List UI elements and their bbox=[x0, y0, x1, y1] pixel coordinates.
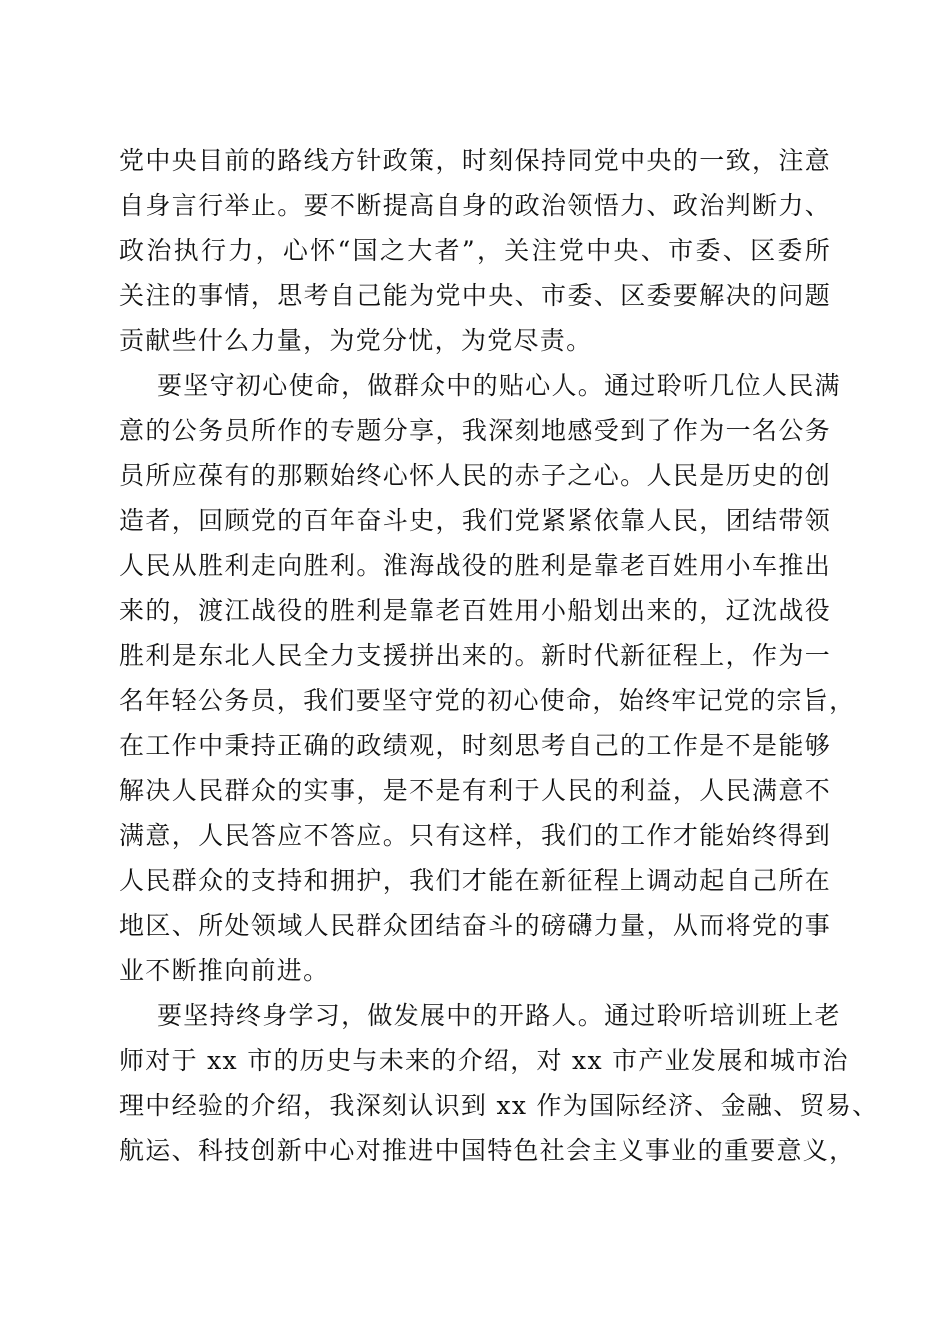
text-line: 意的公务员所作的专题分享，我深刻地感受到了作为一名公务 bbox=[119, 416, 831, 445]
text-line: 理中经验的介绍，我深刻认识到 xx 作为国际经济、金融、贸易、 bbox=[119, 1091, 879, 1120]
paragraph-first-line: 要坚守初心使命，做群众中的贴心人。通过聆听几位人民满 bbox=[157, 371, 841, 400]
text-line: 地区、所处领域人民群众团结奋斗的磅礴力量，从而将党的事 bbox=[119, 911, 831, 940]
text-line: 业不断推向前进。 bbox=[119, 956, 330, 985]
text-line: 航运、科技创新中心对推进中国特色社会主义事业的重要意义， bbox=[119, 1136, 856, 1165]
text-line: 自身言行举止。要不断提高自身的政治领悟力、政治判断力、 bbox=[119, 191, 831, 220]
text-line: 造者，回顾党的百年奋斗史，我们党紧紧依靠人民，团结带领 bbox=[119, 506, 831, 535]
text-line: 满意，人民答应不答应。只有这样，我们的工作才能始终得到 bbox=[119, 821, 831, 850]
text-line: 名年轻公务员，我们要坚守党的初心使命，始终牢记党的宗旨， bbox=[119, 686, 856, 715]
text-line: 党中央目前的路线方针政策，时刻保持同党中央的一致，注意 bbox=[119, 146, 831, 175]
text-line: 政治执行力，心怀“国之大者”，关注党中央、市委、区委所 bbox=[119, 236, 831, 265]
text-line: 师对于 xx 市的历史与未来的介绍，对 xx 市产业发展和城市治 bbox=[119, 1046, 849, 1075]
text-line: 解决人民群众的实事，是不是有利于人民的利益，人民满意不 bbox=[119, 776, 831, 805]
paragraph-first-line: 要坚持终身学习，做发展中的开路人。通过聆听培训班上老 bbox=[157, 1001, 841, 1030]
text-line: 来的，渡江战役的胜利是靠老百姓用小船划出来的，辽沈战役 bbox=[119, 596, 831, 625]
text-line: 关注的事情，思考自己能为党中央、市委、区委要解决的问题 bbox=[119, 281, 831, 310]
text-line: 胜利是东北人民全力支援拼出来的。新时代新征程上，作为一 bbox=[119, 641, 831, 670]
text-line: 人民群众的支持和拥护，我们才能在新征程上调动起自己所在 bbox=[119, 866, 831, 895]
text-line: 贡献些什么力量，为党分忧，为党尽责。 bbox=[119, 326, 593, 355]
text-line: 人民从胜利走向胜利。淮海战役的胜利是靠老百姓用小车推出 bbox=[119, 551, 831, 580]
text-line: 员所应葆有的那颗始终心怀人民的赤子之心。人民是历史的创 bbox=[119, 461, 831, 490]
text-line: 在工作中秉持正确的政绩观，时刻思考自己的工作是不是能够 bbox=[119, 731, 831, 760]
